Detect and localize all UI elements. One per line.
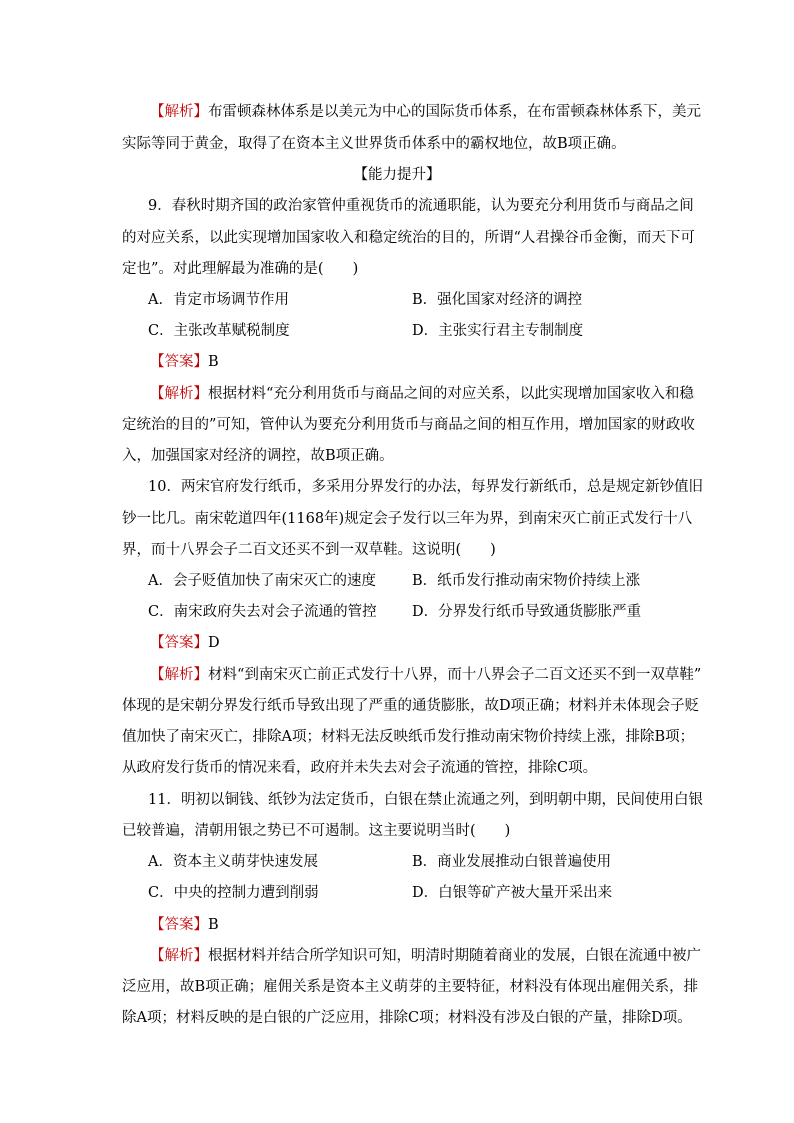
q11-stem-line-2: 已较普遍，清朝用银之势已不可遏制。这主要说明当时( )	[122, 823, 511, 839]
analysis-label: 【解析】	[150, 386, 208, 402]
q10-stem-line-3: 界，而十八界会子二百文还买不到一双草鞋。这说明( )	[122, 542, 496, 558]
q11-explanation-line-2: 泛应用，故B项正确；雇佣关系是资本主义萌芽的主要特征，材料没有体现出雇佣关系，排	[122, 979, 699, 995]
q9-stem-line-3: 定也”。对此理解最为准确的是( )	[122, 261, 359, 277]
q9-stem-line-2: 的对应关系，以此实现增加国家收入和稳定统治的目的，所谓“人君操谷币金衡，而天下可	[122, 230, 695, 246]
q10-explanation-line-4: 从政府发行货币的情况来看，政府并未失去对会子流通的管控，排除C项。	[122, 760, 598, 776]
q9-option-d: D．主张实行君主专制制度	[412, 323, 584, 339]
analysis-label: 【解析】	[150, 104, 208, 120]
q10-explanation-line-3: 值加快了南宋灭亡，排除A项；材料无法反映纸币发行推动南宋物价持续上涨，排除B项；	[122, 729, 695, 745]
q11-stem-line-1: 11．明初以铜钱、纸钞为法定货币，白银在禁止流通之列，到明朝中期，民间使用白银	[148, 792, 703, 808]
q11-explanation-line-3: 除A项；材料反映的是白银的广泛应用，排除C项；材料没有涉及白银的产量，排除D项。	[122, 1010, 692, 1026]
q9-option-c: C．主张改革赋税制度	[148, 323, 290, 339]
q10-explanation-line-2: 体现的是宋朝分界发行纸币导致出现了严重的通货膨胀，故D项正确；材料并未体现会子贬	[122, 698, 700, 714]
q11-answer: 【答案】B	[150, 917, 219, 933]
q11-option-a: A．资本主义萌芽快速发展	[148, 854, 318, 870]
section-title: 【能力提升】	[353, 167, 441, 183]
q10-option-c: C．南宋政府失去对会子流通的管控	[148, 604, 377, 620]
q9-answer: 【答案】B	[150, 354, 219, 370]
answer-label: 【答案】	[150, 635, 208, 651]
prev-explanation-line-2: 实际等同于黄金，取得了在资本主义世界货币体系中的霸权地位，故B项正确。	[122, 136, 626, 152]
q11-option-d: D．白银等矿产被大量开采出来	[412, 885, 613, 901]
q11-explanation-line-1: 【解析】根据材料并结合所学知识可知，明清时期随着商业的发展，白银在流通中被广	[150, 948, 701, 964]
q9-explanation-line-1: 【解析】根据材料“充分利用货币与商品之间的对应关系，以此实现增加国家收入和稳	[150, 386, 694, 402]
q9-stem-line-1: 9．春秋时期齐国的政治家管仲重视货币的流通职能，认为要充分利用货币与商品之间	[148, 198, 694, 214]
q10-explanation-line-1: 【解析】材料“到南宋灭亡前正式发行十八界，而十八界会子二百文还买不到一双草鞋”	[150, 667, 702, 683]
prev-explanation-line-1: 【解析】布雷顿森林体系是以美元为中心的国际货币体系，在布雷顿森林体系下，美元	[150, 104, 701, 120]
analysis-label: 【解析】	[150, 948, 208, 964]
q11-option-c: C．中央的控制力遭到削弱	[148, 885, 319, 901]
q10-option-a: A．会子贬值加快了南宋灭亡的速度	[148, 573, 376, 589]
q10-option-d: D．分界发行纸币导致通货膨胀严重	[412, 604, 642, 620]
answer-label: 【答案】	[150, 354, 208, 370]
q11-option-b: B．商业发展推动白银普遍使用	[412, 854, 612, 870]
q10-option-b: B．纸币发行推动南宋物价持续上涨	[412, 573, 641, 589]
q10-stem-line-1: 10．两宋官府发行纸币，多采用分界发行的办法，每界发行新纸币，总是规定新钞值旧	[148, 479, 703, 495]
q9-option-b: B．强化国家对经济的调控	[412, 292, 583, 308]
q9-explanation-line-3: 入，加强国家对经济的调控，故B项正确。	[122, 448, 394, 464]
answer-label: 【答案】	[150, 917, 208, 933]
q10-answer: 【答案】D	[150, 635, 220, 651]
q10-stem-line-2: 钞一比几。南宋乾道四年(1168年)规定会子发行以三年为界，到南宋灭亡前正式发行十八	[122, 511, 693, 527]
q9-option-a: A．肯定市场调节作用	[148, 292, 289, 308]
analysis-label: 【解析】	[150, 667, 208, 683]
q9-explanation-line-2: 定统治的目的”可知，管仲认为要充分利用货币与商品之间的相互作用，增加国家的财政收	[122, 417, 695, 433]
